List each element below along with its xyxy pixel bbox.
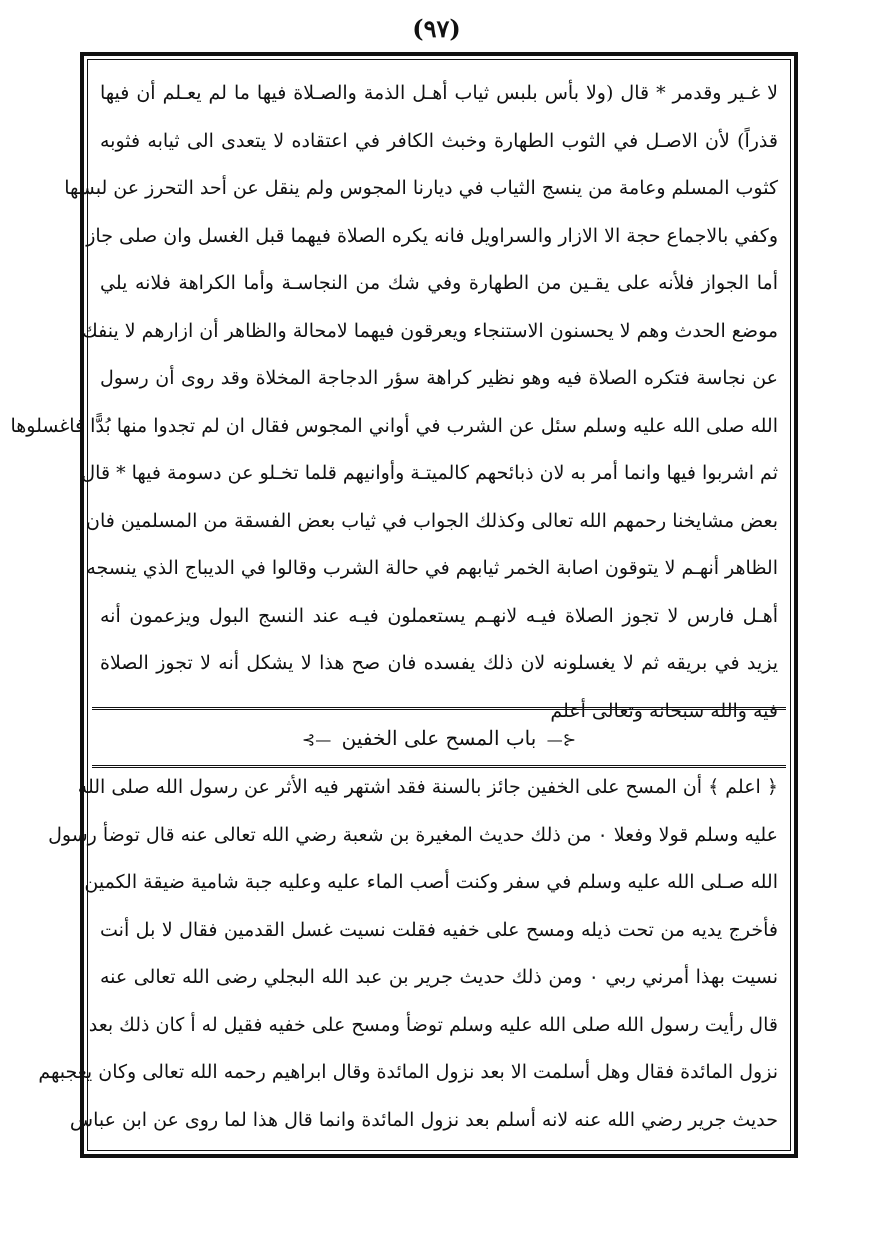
page-number: (٩٧) [412,14,461,43]
text-line: لا غـير وقدمر * قال (ولا بأس بلبس ثياب أهـل الذمة والصـلاة فيها ما لم يعـلم أن فيها [100,82,778,104]
text-line: عليه وسلم قولا وفعلا ٠ من ذلك حديث المغيرة بن شعبة رضي الله تعالى عنه قال توضأ رسول [48,823,778,846]
text-line: يزيد في بريقه ثم لا يغسلونه لان ذلك يفسده فان صح هذا لا يشكل أنه لا تجوز الصلاة [100,652,778,674]
page-frame [10,52,798,1158]
text-line: فيه والله سبحانه وتعالى أعلم [550,699,778,722]
text-line: موضع الحدث وهم لا يحسنون الاستنجاء ويعرقون فيهما لامحالة والظاهر أن ازارهم لا ينفك [82,319,778,342]
ornament-icon: —⊱ [301,730,332,749]
text-line: وكفي بالاجماع حجة الا الازار والسراويل فانه يكره الصلاة فيهما قبل الغسل وان صلى جاز [86,224,778,247]
text-line: الله صلى الله عليه وسلم سئل عن الشرب في أواني المجوس فقال ان لم تجدوا منها بُدًّا فاغسلوها [10,414,778,437]
text-line: حديث جرير رضي الله عنه لانه أسلم بعد نزول المائدة وانما قال هذا لما روى عن ابن عباس [69,1108,778,1131]
text-line: نزول المائدة فقال وهل أسلمت الا بعد نزول المائدة وقال ابراهيم رحمه الله تعالى وكان يعجبهم [38,1061,778,1083]
ornament-icon: ⊰— [546,730,577,749]
text-line: نسيت بهذا أمرني ربي ٠ ومن ذلك حديث جرير بن عبد الله البجلي رضى الله تعالى عنه [100,966,778,988]
text-line: ثم اشربوا فيها وانما أمر به لان ذبائحهم كالميتـة وأوانيهم قلما تخـلو عن دسومة فيها * قال [81,462,778,484]
text-line: بعض مشايخنا رحمهم الله تعالى وكذلك الجواب في ثياب بعض الفسقة من المسلمين فان [86,509,778,532]
chapter-heading [84,718,794,758]
text-line: قذراً) لأن الاصـل في الثوب الطهارة وخبث الكافر في اعتقاده لا يتعدى الى ثيابه فثوبه [100,129,778,152]
text-line: الله صـلى الله عليه وسلم في سفر وكنت أصب الماء عليه وعليه جبة شامية ضيقة الكمين [84,871,778,893]
section-2-text [38,764,778,1144]
chapter-title: باب المسح على الخفين [341,726,537,750]
text-line: عن نجاسة فتكره الصلاة فيه وهو نظير كراهة سؤر الدجاجة المخلاة وقد روى أن رسول [100,367,778,389]
text-line: أما الجواز فلأنه على يقـين من الطهارة وفي شك من النجاسـة وأما الكراهة فلانه يلي [100,272,778,294]
text-line: كثوب المسلم وعامة من ينسج الثياب في ديارنا المجوس ولم ينقل عن أحد التحرز عن لبسها [64,177,778,199]
text-line: فأخرج يديه من تحت ذيله ومسح على خفيه فقلت نسيت غسل القدمين فقال لا بل أنت [100,918,778,941]
divider-rule [92,707,786,710]
text-line: أهـل فارس لا تجوز الصلاة فيـه لانهـم يستعملون فيـه عند النسج البول ويزعمون أنه [100,604,778,627]
text-line: الظاهر أنهـم لا يتوقون اصابة الخمر ثيابهم في حالة الشرب وقالوا في الديباج الذي ينسجه [86,557,778,579]
text-line: ﴿ اعلم ﴾ أن المسح على الخفين جائز بالسنة فقد اشتهر فيه الأثر عن رسول الله صلى الله [77,776,778,798]
section-1-text [10,70,778,735]
text-line: قال رأيت رسول الله صلى الله عليه وسلم توضأ ومسح على خفيه فقيل له أ كان ذلك بعد [88,1013,778,1036]
